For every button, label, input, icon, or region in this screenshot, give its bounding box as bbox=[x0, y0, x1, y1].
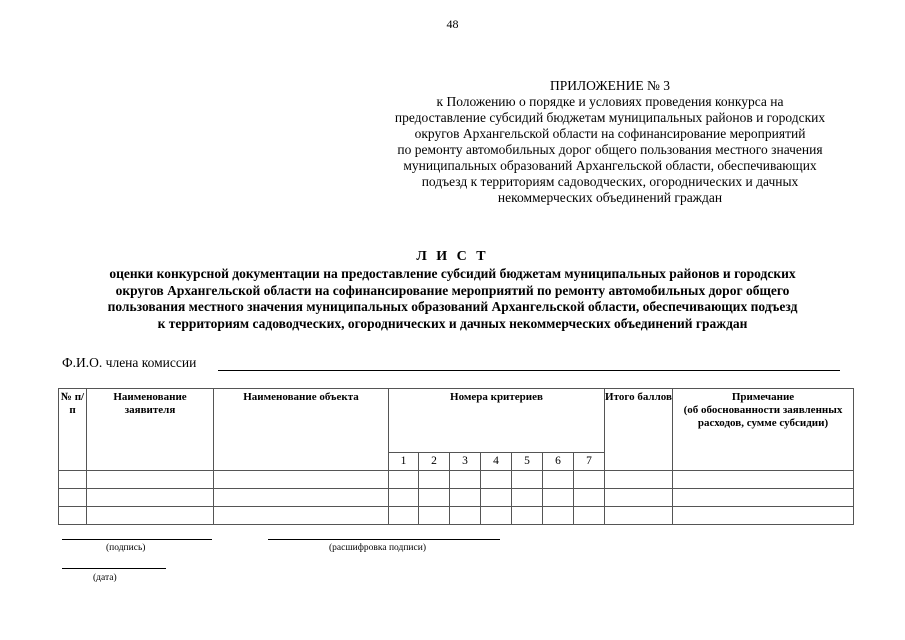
table-cell[interactable] bbox=[419, 471, 450, 489]
table-cell[interactable] bbox=[512, 471, 543, 489]
table-cell[interactable] bbox=[214, 471, 389, 489]
header-object: Наименование объекта bbox=[214, 389, 389, 471]
table-row bbox=[59, 471, 854, 489]
table-cell[interactable] bbox=[450, 489, 481, 507]
appendix-line: некоммерческих объединений граждан bbox=[497, 190, 723, 205]
sheet-subtitle bbox=[40, 266, 865, 332]
evaluation-table bbox=[58, 388, 854, 525]
subtitle-line: оценки конкурсной документации на предоставление субсидий бюджетам муниципальных районов и городских bbox=[109, 266, 796, 281]
header-note-detail: (об обоснованности заявленных расходов, сумме субсидии) bbox=[683, 404, 843, 429]
commission-member-label: Ф.И.О. члена комиссии bbox=[62, 355, 197, 370]
date-caption: (дата) bbox=[93, 573, 117, 583]
appendix-block bbox=[360, 78, 860, 206]
criterion-number: 3 bbox=[450, 453, 481, 471]
table-cell[interactable] bbox=[673, 471, 854, 489]
sheet-title: Л И С Т bbox=[416, 249, 489, 264]
table-cell[interactable] bbox=[481, 471, 512, 489]
appendix-line: муниципальных образований Архангельской области, обеспечивающих bbox=[403, 158, 817, 173]
header-applicant: Наименование заявителя bbox=[87, 389, 214, 471]
table-cell[interactable] bbox=[605, 507, 673, 525]
header-criteria: Номера критериев bbox=[389, 389, 605, 453]
table-cell[interactable] bbox=[673, 489, 854, 507]
appendix-line: к Положению о порядке и условиях проведения конкурса на bbox=[436, 94, 784, 109]
signature-caption: (подпись) bbox=[106, 543, 146, 553]
table-cell[interactable] bbox=[87, 507, 214, 525]
table-cell[interactable] bbox=[419, 507, 450, 525]
table-cell[interactable] bbox=[59, 471, 87, 489]
table-cell[interactable] bbox=[87, 471, 214, 489]
table-cell[interactable] bbox=[214, 489, 389, 507]
subtitle-line: к территориям садоводческих, огороднических и дачных некоммерческих объединений граждан bbox=[157, 315, 748, 331]
subtitle-line: пользования местного значения муниципальных образований Архангельской области, обеспечивающих подъезд bbox=[107, 299, 798, 314]
table-row bbox=[59, 489, 854, 507]
appendix-line: по ремонту автомобильных дорог общего пользования местного значения bbox=[397, 142, 823, 157]
table-cell[interactable] bbox=[59, 489, 87, 507]
table-cell[interactable] bbox=[59, 507, 87, 525]
header-total: Итого баллов bbox=[605, 389, 673, 471]
table-cell[interactable] bbox=[419, 489, 450, 507]
table-cell[interactable] bbox=[87, 489, 214, 507]
appendix-heading: ПРИЛОЖЕНИЕ № 3 bbox=[549, 78, 671, 93]
table-cell[interactable] bbox=[605, 471, 673, 489]
decoding-line[interactable] bbox=[268, 539, 500, 540]
appendix-line: округов Архангельской области на софинансирование мероприятий bbox=[414, 126, 806, 141]
table-cell[interactable] bbox=[450, 471, 481, 489]
header-note bbox=[673, 389, 854, 471]
table-cell[interactable] bbox=[574, 489, 605, 507]
table-cell[interactable] bbox=[543, 507, 574, 525]
table-cell[interactable] bbox=[574, 507, 605, 525]
decoding-caption: (расшифровка подписи) bbox=[329, 543, 426, 553]
criterion-number: 2 bbox=[419, 453, 450, 471]
table-cell[interactable] bbox=[389, 471, 419, 489]
commission-member-field[interactable] bbox=[218, 370, 840, 371]
criterion-number: 4 bbox=[481, 453, 512, 471]
table-cell[interactable] bbox=[574, 471, 605, 489]
table-cell[interactable] bbox=[450, 507, 481, 525]
table-cell[interactable] bbox=[673, 507, 854, 525]
criterion-number: 6 bbox=[543, 453, 574, 471]
criterion-number: 1 bbox=[389, 453, 419, 471]
table-cell[interactable] bbox=[512, 507, 543, 525]
table-cell[interactable] bbox=[512, 489, 543, 507]
criterion-number: 7 bbox=[574, 453, 605, 471]
table-cell[interactable] bbox=[389, 489, 419, 507]
appendix-line: подъезд к территориям садоводческих, огороднических и дачных bbox=[421, 174, 799, 189]
criterion-number: 5 bbox=[512, 453, 543, 471]
signature-line[interactable] bbox=[62, 539, 212, 540]
table-cell[interactable] bbox=[543, 489, 574, 507]
header-number: № п/п bbox=[59, 389, 87, 471]
table-cell[interactable] bbox=[605, 489, 673, 507]
appendix-line: предоставление субсидий бюджетам муниципальных районов и городских bbox=[394, 110, 826, 125]
table-cell[interactable] bbox=[543, 471, 574, 489]
header-note-title: Примечание bbox=[731, 391, 795, 403]
table-row bbox=[59, 507, 854, 525]
subtitle-line: округов Архангельской области на софинансирование мероприятий по ремонту автомобильных дорог общего bbox=[115, 282, 790, 298]
page-number: 48 bbox=[446, 17, 459, 31]
table-cell[interactable] bbox=[481, 507, 512, 525]
table-cell[interactable] bbox=[481, 489, 512, 507]
table-cell[interactable] bbox=[389, 507, 419, 525]
date-line[interactable] bbox=[62, 568, 166, 569]
table-cell[interactable] bbox=[214, 507, 389, 525]
